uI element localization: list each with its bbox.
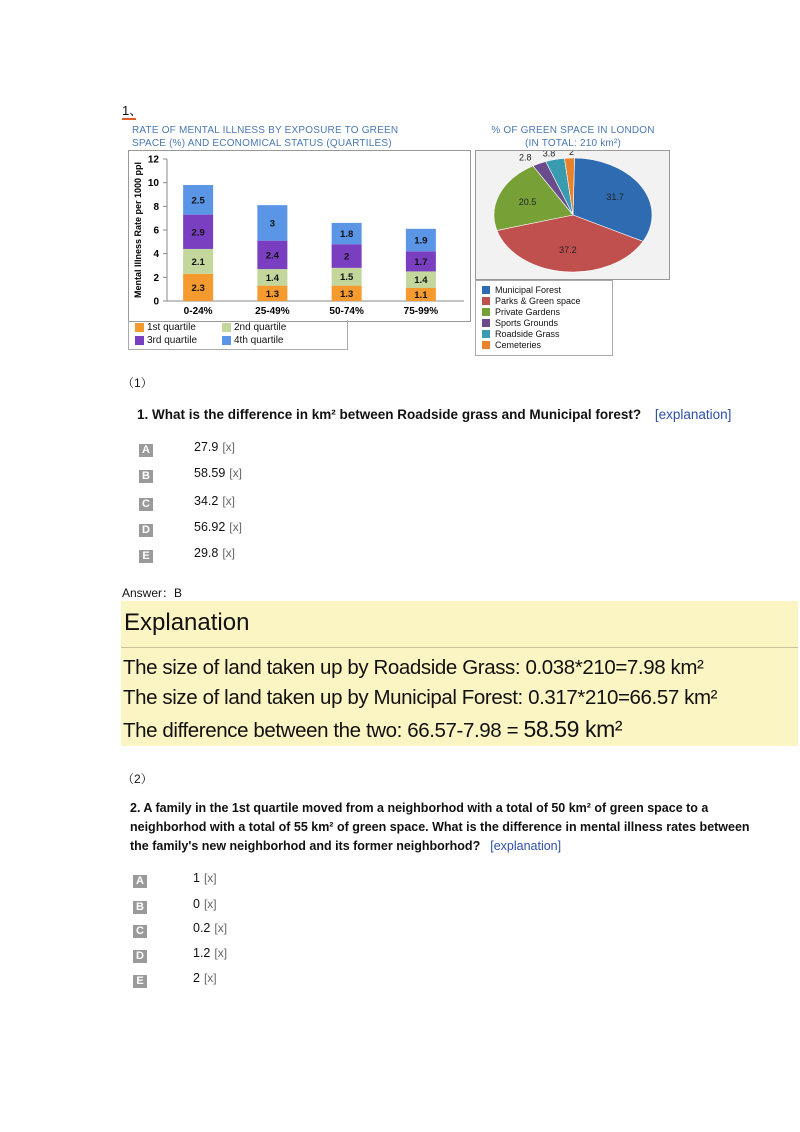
question-2-explanation-link[interactable]: [explanation] xyxy=(490,839,562,853)
legend-item-private-gardens xyxy=(482,306,560,317)
question-2-text xyxy=(130,799,750,856)
option-value: 2 xyxy=(193,971,200,985)
q2-option-e[interactable] xyxy=(133,975,147,988)
explanation-divider xyxy=(121,647,798,648)
legend-label: 1st quartile xyxy=(147,322,196,333)
option-value: 1 xyxy=(193,871,200,885)
q1-option-c[interactable] xyxy=(139,498,153,511)
y-tick-label: 4 xyxy=(153,249,159,261)
remove-mark[interactable]: [x] xyxy=(203,871,217,885)
option-value: 0.2 xyxy=(193,921,211,935)
y-axis-label: Mental Illness Rate per 1000 ppl xyxy=(133,161,143,299)
legend-swatch xyxy=(135,323,144,332)
bar-value-label: 1.9 xyxy=(414,235,428,247)
option-letter: A xyxy=(139,444,153,457)
explanation-result: 58.59 km² xyxy=(523,716,623,742)
remove-mark[interactable]: [x] xyxy=(214,921,228,935)
legend-label: 3rd quartile xyxy=(147,335,198,346)
q2-option-a[interactable] xyxy=(133,875,147,888)
question-1-prompt: 1. What is the difference in km² between Roadside grass and Municipal forest? xyxy=(137,407,642,422)
legend-swatch xyxy=(222,323,231,332)
remove-mark[interactable]: [x] xyxy=(214,946,228,960)
legend-item-parks-green-space xyxy=(482,295,581,306)
q2-option-b[interactable] xyxy=(133,901,147,914)
question-1-number: （1） xyxy=(122,376,153,390)
option-value: 56.92 xyxy=(194,520,226,534)
explanation-line-3 xyxy=(123,716,622,743)
bar-value-label: 2.9 xyxy=(191,227,205,239)
pie-slice-label: 31.7 xyxy=(606,191,624,202)
option-value: 0 xyxy=(193,897,200,911)
q1-option-e-value[interactable] xyxy=(194,546,235,560)
legend-swatch xyxy=(135,336,144,345)
q1-option-a[interactable] xyxy=(139,444,153,457)
question-2-line-3 xyxy=(130,837,750,856)
legend-swatch xyxy=(222,336,231,345)
explanation-heading: Explanation xyxy=(124,609,250,636)
bar-value-label: 2.1 xyxy=(191,256,205,268)
bar-value-label: 2.3 xyxy=(191,282,205,294)
bar-chart-legend xyxy=(128,320,348,350)
bar-value-label: 1.4 xyxy=(265,272,279,284)
explanation-line-2: The size of land taken up by Municipal Forest: 0.317*210=66.57 km² xyxy=(123,686,718,709)
legend-item-sports-grounds xyxy=(482,317,558,328)
explanation-panel xyxy=(121,601,798,746)
question-1-explanation-link[interactable]: [explanation] xyxy=(654,407,732,422)
option-letter: D xyxy=(139,524,153,537)
option-value: 29.8 xyxy=(194,546,219,560)
q1-option-a-value[interactable] xyxy=(194,440,235,454)
legend-label: Parks & Green space xyxy=(495,295,581,306)
q1-option-b[interactable] xyxy=(139,470,153,483)
explanation-line-3-text: The difference between the two: 66.57-7.98 = xyxy=(123,719,524,742)
legend-label: 2nd quartile xyxy=(234,322,287,333)
legend-swatch xyxy=(482,341,490,349)
y-tick-label: 6 xyxy=(153,225,159,237)
option-value: 27.9 xyxy=(194,440,219,454)
legend-item-2nd-quartile xyxy=(222,322,286,333)
legend-item-municipal-forest xyxy=(482,284,561,295)
x-tick-label: 75-99% xyxy=(403,306,439,317)
pie-chart-title xyxy=(473,124,673,150)
option-letter: E xyxy=(133,975,147,988)
q2-option-d[interactable] xyxy=(133,950,147,963)
x-tick-label: 50-74% xyxy=(329,306,364,317)
q2-option-c[interactable] xyxy=(133,925,147,938)
bar-chart-title-line1: RATE OF MENTAL ILLNESS BY EXPOSURE TO GREEN xyxy=(132,125,399,136)
bar-chart-title xyxy=(132,124,398,150)
pie-chart-title-line2: (IN TOTAL: 210 km²) xyxy=(524,138,622,149)
legend-label: 4th quartile xyxy=(234,335,284,346)
bar-value-label: 1.8 xyxy=(340,229,354,241)
option-letter: A xyxy=(133,875,147,888)
q2-option-a-value[interactable] xyxy=(193,871,217,885)
x-tick-label: 25-49% xyxy=(255,306,290,317)
question-2-line-3-text: the family's new neighborhod and its former neighborhod? xyxy=(130,839,481,853)
legend-item-1st-quartile xyxy=(135,322,196,333)
option-letter: B xyxy=(139,470,153,483)
bar-value-label: 2.5 xyxy=(191,195,205,207)
bar-chart xyxy=(128,150,471,322)
legend-swatch xyxy=(482,319,490,327)
legend-label: Municipal Forest xyxy=(495,284,562,295)
option-letter: E xyxy=(139,550,153,563)
legend-swatch xyxy=(482,286,490,294)
legend-item-3rd-quartile xyxy=(135,335,197,346)
q2-option-e-value[interactable] xyxy=(193,971,217,985)
remove-mark[interactable]: [x] xyxy=(222,440,236,454)
q2-option-b-value[interactable] xyxy=(193,897,217,911)
option-letter: C xyxy=(139,498,153,511)
pie-slice-label: 3.8 xyxy=(542,151,556,159)
bar-value-label: 2.4 xyxy=(265,250,279,262)
option-value: 34.2 xyxy=(194,494,219,508)
legend-item-4th-quartile xyxy=(222,335,283,346)
legend-swatch xyxy=(482,297,490,305)
legend-swatch xyxy=(482,330,490,338)
q1-option-d-value[interactable] xyxy=(194,520,242,534)
y-tick-label: 10 xyxy=(147,178,159,190)
bar-value-label: 1.3 xyxy=(340,288,354,300)
question-2-line-2: neighborhod with a total of 55 km² of green space. What is the difference in mental illness rates between xyxy=(130,820,750,834)
pie-slice-label: 37.2 xyxy=(559,245,577,256)
pie-chart-title-line1: % OF GREEN SPACE IN LONDON xyxy=(491,125,655,136)
remove-mark[interactable]: [x] xyxy=(222,546,236,560)
bar-value-label: 1.7 xyxy=(414,256,428,268)
q1-option-c-value[interactable] xyxy=(194,494,235,508)
bar-value-label: 1.4 xyxy=(414,275,428,287)
pie-slice-label: 2 xyxy=(569,151,575,158)
pie-slice-label: 2.8 xyxy=(518,152,532,163)
legend-label: Cemeteries xyxy=(495,339,542,350)
legend-label: Private Gardens xyxy=(495,306,561,317)
remove-mark[interactable]: [x] xyxy=(203,971,217,985)
bar-value-label: 1.3 xyxy=(265,288,279,300)
pie-chart-svg xyxy=(476,151,669,279)
pie-slice-label: 20.5 xyxy=(518,196,537,207)
pie-chart xyxy=(475,150,670,280)
pie-chart-legend xyxy=(475,280,613,356)
legend-swatch xyxy=(482,308,490,316)
remove-mark[interactable]: [x] xyxy=(229,466,242,480)
question-1-text xyxy=(137,405,731,424)
section-underline xyxy=(122,118,136,120)
x-tick-label: 0-24% xyxy=(183,306,213,317)
legend-label: Roadside Grass xyxy=(495,328,560,339)
bar-chart-title-line2: SPACE (%) AND ECONOMICAL STATUS (QUARTILES) xyxy=(132,138,392,149)
legend-item-roadside-grass xyxy=(482,328,560,339)
question-1-answer: Answer：B xyxy=(122,586,183,600)
question-2-line-1: 2. A family in the 1st quartile moved from a neighborhod with a total of 50 km² of green space to a xyxy=(130,801,709,815)
option-letter: B xyxy=(133,901,147,914)
q1-option-d[interactable] xyxy=(139,524,153,537)
q1-option-b-value[interactable] xyxy=(194,466,242,480)
option-value: 1.2 xyxy=(193,946,211,960)
y-tick-label: 2 xyxy=(153,272,159,284)
bar-chart-svg xyxy=(129,151,470,321)
option-letter: D xyxy=(133,950,147,963)
explanation-line-1: The size of land taken up by Roadside Grass: 0.038*210=7.98 km² xyxy=(123,656,704,679)
question-2-number: （2） xyxy=(122,772,153,786)
bar-value-label: 2 xyxy=(343,251,350,263)
bar-value-label: 1.5 xyxy=(340,272,354,284)
legend-item-cemeteries xyxy=(482,339,541,350)
bar-value-label: 1.1 xyxy=(414,289,428,301)
q1-option-e[interactable] xyxy=(139,550,153,563)
y-tick-label: 0 xyxy=(153,296,159,308)
q2-option-c-value[interactable] xyxy=(193,921,227,935)
option-value: 58.59 xyxy=(194,466,226,480)
remove-mark[interactable]: [x] xyxy=(229,520,242,534)
bar-value-label: 3 xyxy=(269,218,276,230)
y-tick-label: 8 xyxy=(153,201,159,213)
y-tick-label: 12 xyxy=(147,154,159,166)
q2-option-d-value[interactable] xyxy=(193,946,227,960)
option-letter: C xyxy=(133,925,147,938)
legend-label: Sports Grounds xyxy=(495,317,559,328)
remove-mark[interactable]: [x] xyxy=(222,494,236,508)
section-number: 1、 xyxy=(122,103,143,118)
remove-mark[interactable]: [x] xyxy=(203,897,217,911)
